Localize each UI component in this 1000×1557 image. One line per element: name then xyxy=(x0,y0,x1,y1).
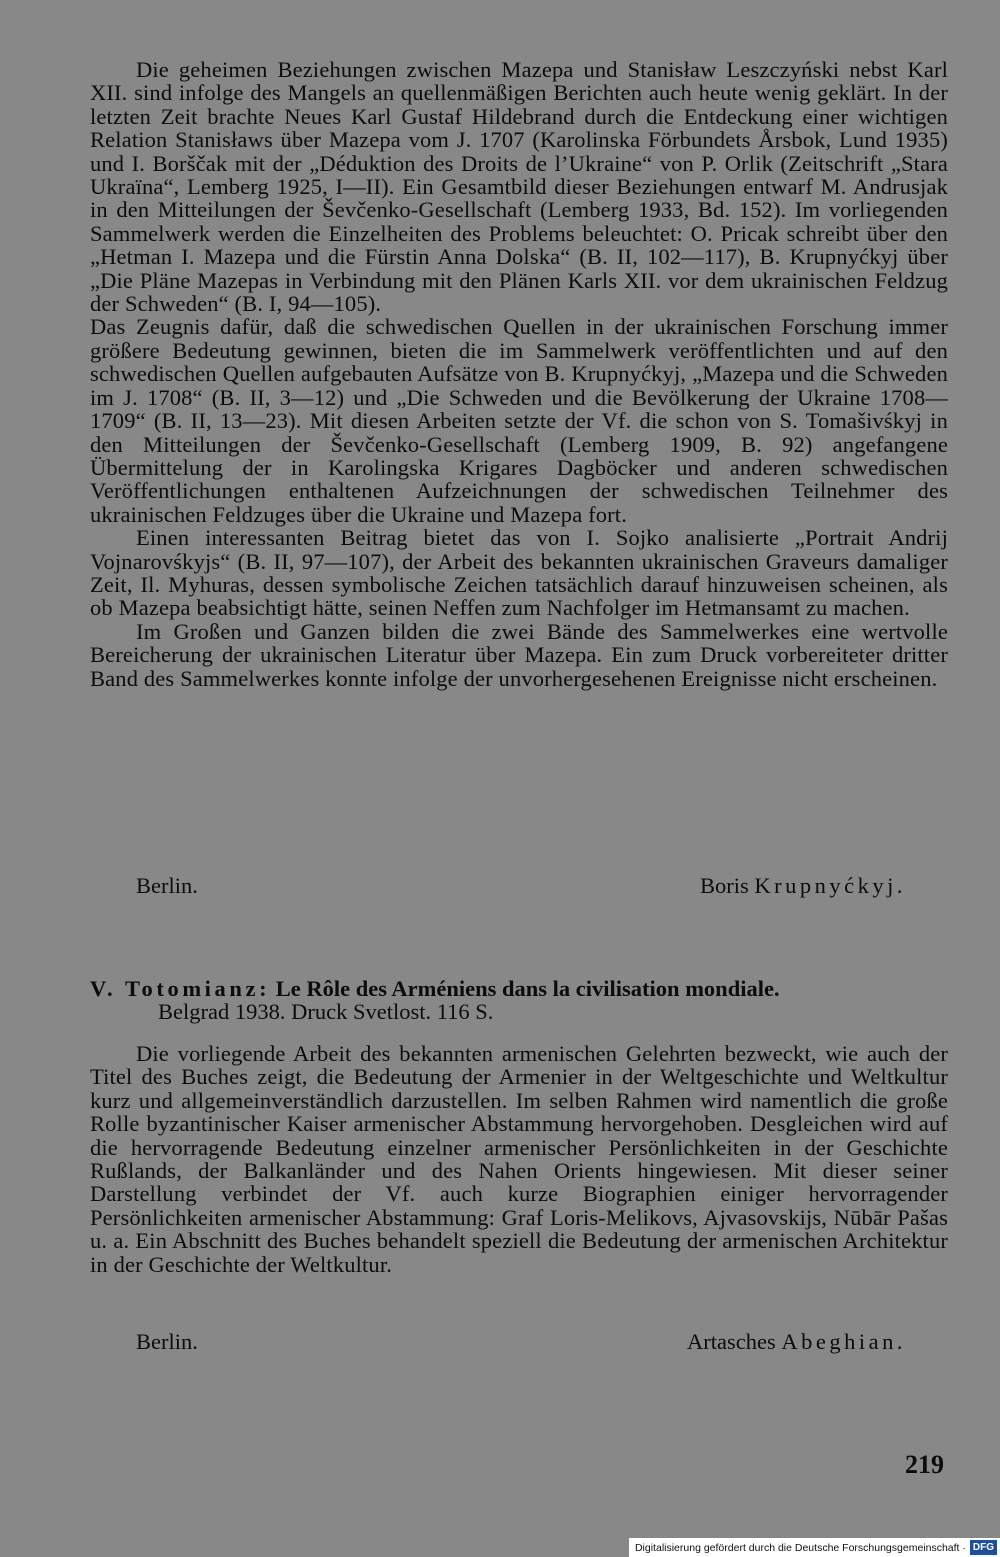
digitization-footer xyxy=(629,1538,1000,1557)
signature-line xyxy=(136,1330,906,1354)
paragraph: Die geheimen Beziehungen zwischen Mazepa und Stanisław Leszczyński nebst Karl XII. sind infolge des Mangels an quellenmäßigen Berichten auch heute wenig geklärt. In der letzten Zeit brachte Neues Karl Gustaf Hildebrand durch die Entdeckung einer wichtigen Relation Stanisławs über Mazepa vom J. 1707 (Karolinska Förbundets Årsbok, Lund 1935) und I. Borščak mit der „Déduktion des Droits de l’Ukraine“ von P. Orlik (Zeitschrift „Stara Ukraïna“, Lemberg 1925, I—II). Ein Gesamtbild dieser Beziehungen entwarf M. Andrusjak in den Mitteilungen der Ševčenko-Gesellschaft (Lemberg 1933, Bd. 152). Im vorliegenden Sammelwerk werden die Einzelheiten des Problems beleuchtet: O. Pricak schreibt über den „Hetman I. Mazepa und die Fürstin Anna Dolska“ (B. II, 102—117), B. Krupnyćkyj über „Die Pläne Mazepas in Verbindung mit den Plänen Karls XII. vor dem ukrainischen Feldzug der Schweden“ (B. I, 94—105). xyxy=(90,57,948,317)
reviewer-first-name: Artasches xyxy=(687,1329,776,1354)
book-author: V. Totomianz: xyxy=(90,976,271,1001)
signature-reviewer xyxy=(700,874,906,898)
dfg-logo-icon: DFG xyxy=(970,1540,997,1555)
signature-reviewer xyxy=(687,1330,906,1354)
publication-info: Belgrad 1938. Druck Svetlost. 116 S. xyxy=(158,999,494,1024)
reviewer-first-name: Boris xyxy=(700,873,749,898)
paragraph: Das Zeugnis dafür, daß die schwedischen Quellen in der ukrainischen Forschung immer größere Bedeutung gewinnen, bieten die im Sammelwerk veröffentlichten und auf den schwedischen Quellen aufgebauten Aufsätze von B. Krupnyćkyj, „Mazepa und die Schweden im J. 1708“ (B. II, 3—12) und „Die Schweden und die Bevölkerung der Ukraine 1708—1709“ (B. II, 13—23). Mit diesen Arbeiten setzte der Vf. die schon von S. Tomašivśkyj in den Mitteilungen der Ševčenko-Gesellschaft (Lemberg 1909, B. 92) angefangene Übermittelung der in Karolingska Krigares Dagböcker und anderen schwedischen Veröffentlichungen enthaltenen Aufzeichnungen der schwedischen Teilnehmer des ukrainischen Feldzuges über die Ukraine und Mazepa fort. xyxy=(90,314,948,527)
paragraph: Die vorliegende Arbeit des bekannten armenischen Gelehrten bezweckt, wie auch der Titel des Buches zeigt, die Bedeutung der Armenier in der Weltgeschichte und Weltkultur kurz und allgemeinverständlich darzustellen. Im selben Rahmen wird namentlich die große Rolle byzantinischer Kaiser armenischer Abstammung hervorgehoben. Desgleichen wird auf die hervorragende Bedeutung einzelner armenischer Persönlichkeiten in der Geschichte Rußlands, der Balkanländer und des Nahen Orients hingewiesen. Mit dieser seiner Darstellung verbindet der Vf. auch kurze Biographien einiger hervorragender Persönlichkeiten armenischer Abstammung: Graf Loris-Melikovs, Ajvasovskijs, Nūbār Pašas u. a. Ein Abschnitt des Buches behandelt speziell die Bedeutung der armenischen Architektur in der Geschichte der Weltkultur. xyxy=(90,1041,948,1277)
book-title: Le Rôle des Arméniens dans la civilisation mondiale. xyxy=(275,976,780,1001)
reviewer-last-name: Krupnyćkyj. xyxy=(754,873,906,898)
signature-place: Berlin. xyxy=(136,873,198,898)
review-body-mazepa xyxy=(90,58,948,690)
review-body-totomianz xyxy=(90,1042,948,1276)
paragraph: Im Großen und Ganzen bilden die zwei Bände des Sammelwerkes eine wertvolle Bereicherung der ukrainischen Literatur über Mazepa. Ein zum Druck vorbereiteter dritter Band des Sammelwerkes konnte infolge der unvorhergesehenen Ereignisse nicht erscheinen. xyxy=(90,618,948,691)
footer-text: Digitalisierung gefördert durch die Deutsche Forschungsgemeinschaft · xyxy=(634,1541,966,1554)
paragraph: Einen interessanten Beitrag bietet das von I. Sojko analisierte „Portrait Andrij Vojnarovśkyjs“ (B. II, 97—107), der Arbeit des bekannten ukrainischen Graveurs damaliger Zeit, Il. Myhuras, dessen symbolische Zeichen tatsächlich darauf hinzuweisen scheinen, als ob Mazepa beabsichtigt hätte, seinen Neffen zum Nachfolger im Hetmansamt zu machen. xyxy=(90,525,948,621)
reviewer-last-name: Abeghian. xyxy=(781,1329,906,1354)
page-number: 219 xyxy=(905,1450,944,1479)
signature-line xyxy=(136,874,906,898)
review-heading xyxy=(90,977,950,1001)
signature-place: Berlin. xyxy=(136,1329,198,1354)
